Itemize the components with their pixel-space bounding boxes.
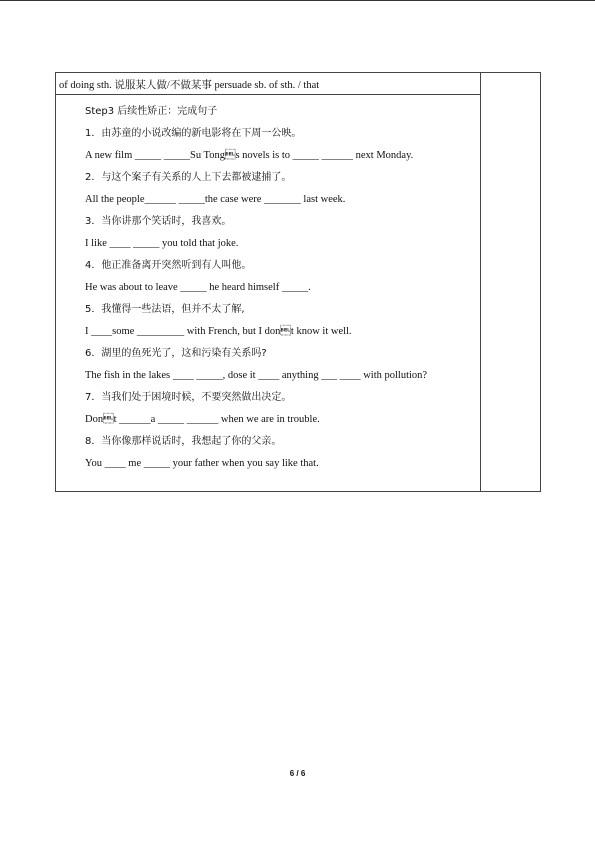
- worksheet-table: [55, 72, 541, 492]
- page-number: 6 / 6: [289, 769, 306, 778]
- item-5-english: I ____some _________ with French, but I dont know it well.: [85, 326, 352, 337]
- top-rule: [0, 0, 595, 1]
- item-1-english: A new film _____ _____Su Tongs novels is to _____ ______ next Monday.: [85, 150, 414, 161]
- item-2-english: All the people______ _____the case were _______ last week.: [85, 194, 346, 205]
- item-4-english: He was about to leave _____ he heard himself _____.: [85, 282, 311, 293]
- item-8-chinese: 8．当你像那样说话时，我想起了你的父亲。: [85, 436, 282, 447]
- item-2-chinese: 2．与这个案子有关系的人上下去都被逮捕了。: [85, 172, 292, 183]
- item-7-chinese: 7．当我们处于困境时候，不要突然做出决定。: [85, 392, 292, 403]
- header-text: of doing sth. 说服某人做/不做某事 persuade sb. of sth. / that: [59, 80, 320, 91]
- step-title: Step3 后续性矫正：完成句子: [85, 106, 218, 117]
- item-3-chinese: 3．当你讲那个笑话时，我喜欢。: [85, 216, 232, 227]
- item-6-english: The fish in the lakes ____ _____, dose it ____ anything ___ ____ with pollution?: [85, 370, 428, 381]
- item-1-chinese: 1．由苏童的小说改编的新电影将在下周一公映。: [85, 128, 302, 139]
- item-5-chinese: 5．我懂得一些法语，但并不太了解,: [85, 304, 245, 315]
- item-6-chinese: 6．湖里的鱼死光了，这和污染有关系吗?: [85, 348, 267, 359]
- item-3-english: I like ____ _____ you told that joke.: [85, 238, 239, 249]
- item-8-english: You ____ me _____ your father when you say like that.: [85, 458, 319, 469]
- exercise-content: [85, 101, 477, 475]
- item-7-english: Dont ______a _____ ______ when we are in trouble.: [85, 414, 320, 425]
- table-header-row: [56, 73, 480, 95]
- column-divider: [480, 73, 481, 491]
- item-4-chinese: 4．他正准备离开突然听到有人叫他。: [85, 260, 252, 271]
